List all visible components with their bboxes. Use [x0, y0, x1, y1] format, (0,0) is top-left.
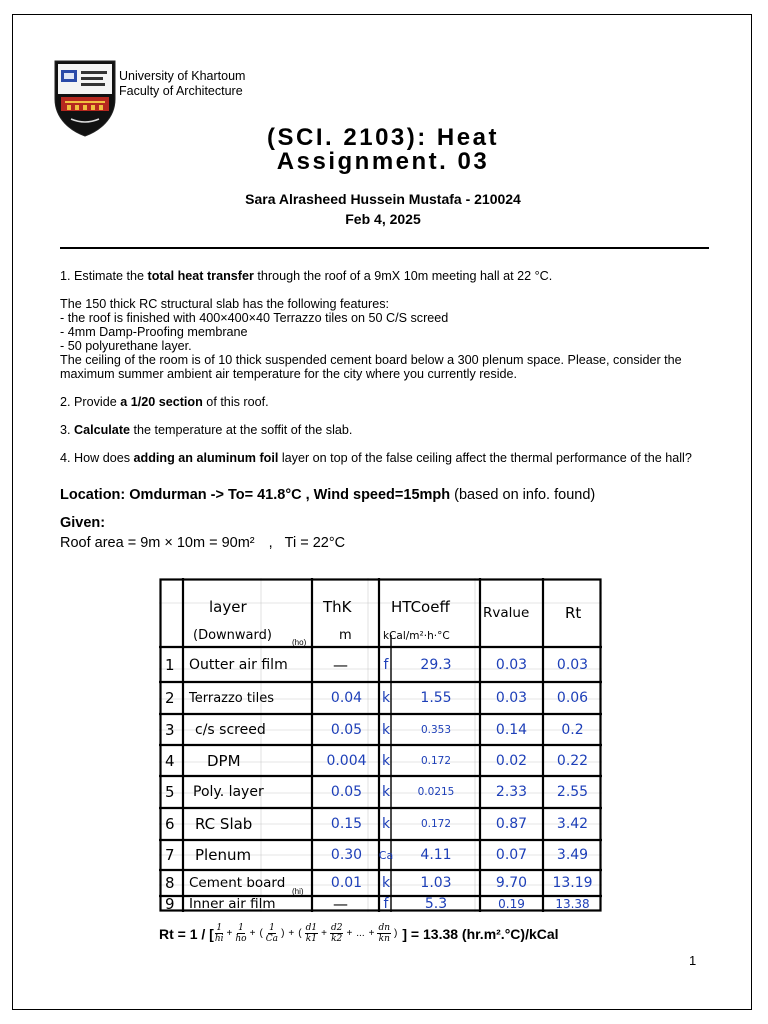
feature-terrazzo: - the roof is finished with 400×400×40 Terrazzo tiles on 50 C/S screed [60, 311, 449, 325]
row-1-layer: Outter air film [189, 656, 288, 673]
row-5-layer: Poly. layer [193, 784, 264, 800]
question-4: 4. How does adding an aluminum foil layer on top of the false ceiling affect the thermal performance of the hall? [60, 451, 692, 465]
frac-d1-over-k1: $\frac{d1}{k1}$ [305, 923, 318, 944]
slab-intro: The 150 thick RC structural slab has the following features: [60, 297, 389, 311]
row-8-coefficient: 1.03 [420, 875, 452, 891]
row-1-rt: 0.03 [556, 656, 589, 673]
resistance-table [159, 578, 602, 912]
header-ht-coeff-unit: kCal/m²·h·°C [383, 630, 450, 642]
row-6-symbol: k [381, 816, 391, 832]
header-layer-sub: (Downward) [193, 627, 272, 643]
row-1-coefficient: 29.3 [420, 656, 452, 673]
rt-formula: Rt = 1 / [ $\frac{1}{hi}$ + $\frac{1}{ho}$ + ( $\frac{1}{Ca}$ ) + ( $\frac{d1}{k1}$ + $\frac{d2}{k2}$ + ... + $\frac{dn}{kn}$ ) ] = 13.38 (hr.m².°C)/kCal [159, 923, 559, 944]
header-rt: Rt [565, 604, 582, 622]
location-line: Location: Omdurman -> To= 41.8°C , Wind speed=15mph (based on info. found) [60, 487, 596, 503]
row-5-rt: 2.55 [556, 784, 589, 800]
row-6-layer: RC Slab [195, 815, 253, 833]
row-8-rt: 13.19 [552, 875, 593, 891]
document-page [12, 14, 752, 1010]
row-8-r-value: 9.70 [495, 875, 528, 891]
row-4-rt: 0.22 [556, 752, 589, 769]
row-1-superscript: (ho) [292, 638, 307, 647]
row-7-layer: Plenum [195, 846, 252, 864]
question-1: 1. Estimate the total heat transfer through the roof of a 9mX 10m meeting hall at 22 °C. [60, 269, 553, 283]
row-9-r-value: 0.19 [498, 897, 525, 911]
university-header [119, 69, 245, 98]
row-8-symbol: k [381, 875, 391, 891]
header-ht-coeff: HTCoeff [391, 598, 450, 616]
frac-1-over-ho: $\frac{1}{ho}$ [235, 923, 247, 944]
row-5-coefficient: 0.0215 [417, 786, 455, 798]
row-8-layer: Cement board [189, 875, 286, 891]
assignment-title-line1: (SCI. 2103): Heat [267, 124, 499, 151]
question-body [60, 269, 720, 465]
row-9-coefficient: 5.3 [424, 896, 448, 912]
row-5-r-value: 2.33 [495, 784, 528, 800]
row-2-thickness: 0.04 [330, 690, 363, 706]
row-7-number: 7 [165, 846, 175, 864]
row-3-thickness: 0.05 [330, 721, 363, 738]
row-9-layer: Inner air film [189, 896, 276, 912]
row-5-thickness: 0.05 [330, 784, 363, 800]
row-9-number: 9 [165, 896, 175, 912]
row-1-symbol: f [383, 656, 389, 673]
date-line: Feb 4, 2025 [345, 211, 421, 227]
row-5-symbol: k [381, 784, 391, 800]
header-thickness: ThK [323, 598, 352, 616]
ceiling-description: The ceiling of the room is of 10 thick suspended cement board below a 300 plenum space. Please, consider the maximum summer ambient air temperature for the city where you currently reside. [60, 353, 682, 381]
frac-1-over-ca: $\frac{1}{Ca}$ [265, 923, 279, 944]
row-4-number: 4 [165, 751, 175, 770]
row-9-superscript: (hi) [292, 887, 304, 896]
row-4-thickness: 0.004 [326, 752, 367, 769]
feature-dpm: - 4mm Damp-Proofing membrane [60, 325, 248, 339]
frac-1-over-hi: $\frac{1}{hi}$ [214, 923, 224, 944]
row-7-coefficient: 4.11 [420, 847, 452, 863]
row-3-r-value: 0.14 [495, 721, 528, 738]
row-3-number: 3 [165, 720, 175, 739]
row-3-layer: c/s screed [195, 721, 266, 738]
given-label: Given: [60, 515, 106, 531]
assignment-title-line2: Assignment. 03 [276, 148, 490, 175]
row-4-layer: DPM [207, 751, 241, 770]
row-9-thickness: — [333, 896, 348, 912]
row-7-rt: 3.49 [556, 847, 589, 863]
row-6-number: 6 [165, 815, 175, 833]
row-4-r-value: 0.02 [495, 752, 528, 769]
row-4-symbol: k [381, 752, 391, 769]
frac-dn-over-kn: $\frac{dn}{kn}$ [378, 923, 391, 944]
row-3-symbol: k [381, 721, 391, 738]
row-7-r-value: 0.07 [495, 847, 528, 863]
university-name: University of Khartoum [119, 69, 246, 83]
row-5-number: 5 [165, 783, 175, 801]
question-2: 2. Provide a 1/20 section of this roof. [60, 395, 269, 409]
row-7-thickness: 0.30 [330, 847, 363, 863]
row-4-coefficient: 0.172 [420, 754, 452, 767]
given-values: Roof area = 9m × 10m = 90m² , Ti = 22°C [60, 535, 346, 551]
header-thickness-unit: m [339, 627, 352, 643]
feature-polyurethane: - 50 polyurethane layer. [60, 339, 192, 353]
row-1-thickness: — [333, 655, 348, 674]
title-divider [60, 247, 709, 249]
row-9-rt: 13.38 [555, 897, 590, 911]
row-2-rt: 0.06 [556, 690, 589, 706]
header-r-value: Rvalue [483, 605, 530, 621]
row-2-r-value: 0.03 [495, 690, 528, 706]
row-8-thickness: 0.01 [330, 875, 363, 891]
row-3-coefficient: 0.353 [420, 723, 452, 736]
faculty-name: Faculty of Architecture [119, 83, 243, 98]
row-2-layer: Terrazzo tiles [189, 690, 274, 706]
row-2-symbol: k [381, 690, 391, 706]
formula-lhs: Rt = 1 / [ [159, 925, 214, 942]
row-1-r-value: 0.03 [495, 656, 528, 673]
row-3-rt: 0.2 [561, 721, 584, 738]
row-7-symbol: Ca [378, 848, 394, 862]
row-6-thickness: 0.15 [330, 816, 363, 832]
row-1-number: 1 [165, 655, 175, 674]
author-line: Sara Alrasheed Hussein Mustafa - 210024 [245, 191, 521, 207]
row-6-rt: 3.42 [556, 816, 589, 832]
row-9-symbol: f [383, 896, 389, 912]
row-8-number: 8 [165, 874, 175, 892]
row-2-number: 2 [165, 689, 175, 707]
row-6-r-value: 0.87 [495, 816, 528, 832]
question-3: 3. Calculate the temperature at the soffit of the slab. [60, 423, 353, 437]
row-6-coefficient: 0.172 [420, 818, 452, 830]
header-layer: layer [209, 598, 247, 616]
page-number: 1 [689, 953, 697, 968]
row-2-coefficient: 1.55 [420, 690, 452, 706]
formula-rhs: ] = 13.38 (hr.m².°C)/kCal [402, 925, 559, 942]
frac-d2-over-k2: $\frac{d2}{k2}$ [330, 923, 343, 944]
